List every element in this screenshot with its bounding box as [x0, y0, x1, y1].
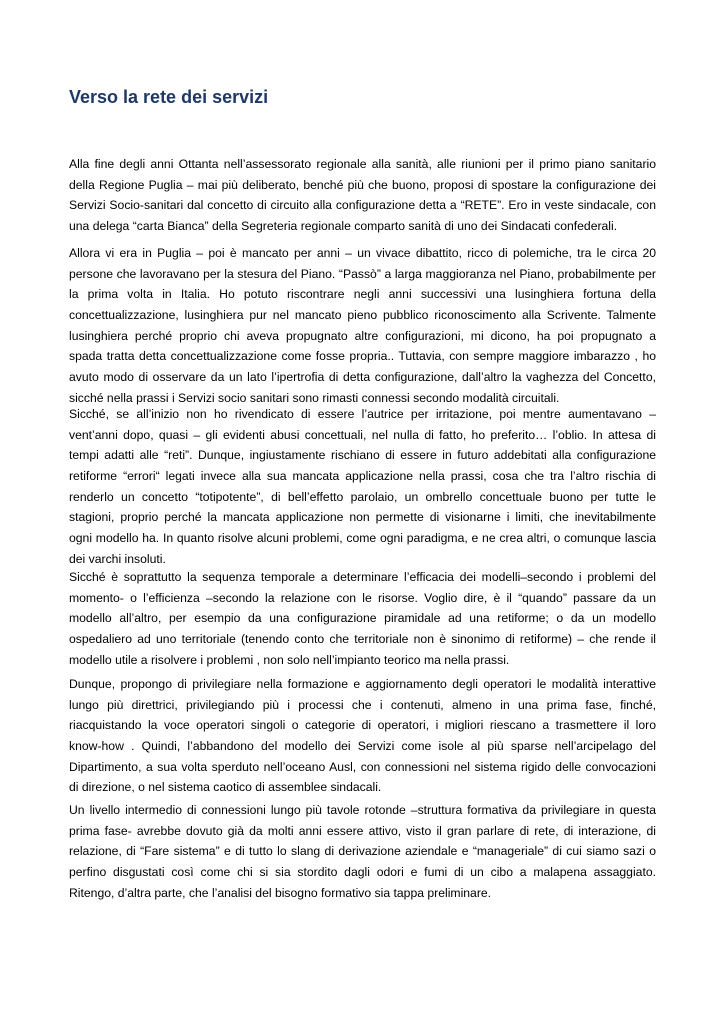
text-line: ospedaliero ad uno territoriale (tenendo conto che territoriale non è sinonimo di retiforme) – che rende il [69, 632, 656, 647]
text-line: Dunque, propongo di privilegiare nella formazione e aggiornamento degli operatori le modalità interattive [69, 677, 656, 691]
text-line: lusinghiera perché proprio chi aveva propugnato altre configurazioni, mi dicono, ha poi propugnato a [69, 328, 656, 343]
text-line: modello utile a risolvere i problemi , non solo nell’impianto teorico ma nella prassi. [69, 652, 510, 667]
text-line: Dipartimento, a sua volta sperduto nell’oceano Ausl, con connessioni nel sistema rigido delle convocazioni [69, 759, 656, 774]
text-line: Sicché è soprattutto la sequenza temporale a determinare l’efficacia dei modelli–secondo i problemi del [69, 570, 656, 584]
text-line: perfino disgustati così come chi si sia stordito dagli odori e fumi di un cibo a malapena assaggiato. [69, 865, 656, 880]
paragraph-3 [69, 404, 656, 570]
paragraph-2 [69, 243, 656, 409]
text-line: sicché nella prassi i Servizi socio sanitari sono rimasti connessi secondo modalità circuitali. [69, 390, 560, 405]
document-title: Verso la rete dei servizi [69, 87, 269, 107]
paragraph-6 [69, 800, 656, 903]
text-line: tempi adatti alle “reti”. Dunque, ingiustamente rischiano di essere in futuro addebitati alla configurazione [69, 448, 656, 463]
text-line: dei varchi insoluti. [69, 551, 166, 566]
text-line: spada tratta detta concettualizzazione come fosse propria.. Tuttavia, con sempre maggiore imbarazzo , ho [69, 349, 656, 364]
paragraph-4 [69, 567, 656, 670]
text-line: lungo più direttrici, privilegiando più i processi che i contenuti, almeno in una prima fase, finché, [69, 697, 656, 712]
text-line: Alla fine degli anni Ottanta nell’assessorato regionale alla sanità, alle riunioni per il primo piano sanitario [69, 157, 656, 171]
paragraph-5 [69, 674, 656, 798]
text-line: know-how . Quindi, l’abbandono del modello dei Servizi come isole al più sparse nell’arcipelago del [69, 739, 656, 754]
text-line: relazione, di “Fare sistema” e di tutto lo slang di derivazione aziendale e “manageriale” di cui siamo sazi o [69, 844, 656, 859]
paragraph-1 [69, 154, 656, 237]
text-line: retiforme “errori“ legati invece alla sua mancata applicazione nella prassi, cosa che tra l’altro rischia di [69, 469, 656, 484]
text-line: riacquistando la voce operatori singoli o categorie di operatori, i migliori riescano a trasmettere il loro [69, 718, 656, 733]
text-line: modello all’altro, per esempio da una configurazione piramidale ad una retiforme; o da un modello [69, 611, 656, 626]
text-line: Sicché, se all’inizio non ho rivendicato di essere l’autrice per irritazione, poi mentre aumentavano – [69, 407, 656, 421]
text-line: Un livello intermedio di connessioni lungo più tavole rotonde –struttura formativa da privilegiare in questa [69, 803, 656, 817]
text-line: momento- o l’efficienza –secondo la relazione con le risorse. Voglio dire, è il “quando” passare da un [69, 590, 656, 605]
text-line: Servizi Socio-sanitari dal concetto di circuito alla configurazione detta a “RETE”. Ero in veste sindacale, con [69, 198, 656, 213]
text-line: della Regione Puglia – mai più deliberato, benché più che buono, proposi di spostare la configurazione dei [69, 177, 656, 192]
text-line: una delega “carta Bianca” della Segreteria regionale comparto sanità di uno dei Sindacati confederali. [69, 219, 618, 234]
text-line: stagioni, proprio perché la mancata applicazione non permette di visionarne i limiti, che inevitabilmente [69, 510, 656, 525]
text-line: la prima volta in Italia. Ho potuto riscontrare negli anni successivi una lusinghiera fortuna della [69, 287, 656, 302]
text-line: di direzione, o nel sistema caotico di assemblee sindacali. [69, 780, 382, 795]
text-line: avuto modo di osservare da un lato l’ipertrofia di detta configurazione, dall’altro la vaghezza del Concetto, [69, 370, 656, 385]
text-line: renderlo un concetto “totipotente”, di bell’effetto parolaio, un ombrello concettuale buono per tutte le [69, 489, 656, 504]
text-line: prima fase- avrebbe dovuto già da molti anni essere attivo, visto il gran parlare di rete, di interazione, di [69, 823, 656, 838]
text-line: persone che lavoravano per la stesura del Piano. “Passò” a larga maggioranza nel Piano, probabilmente per [69, 266, 656, 281]
text-line: ogni modello ha. In quanto risolve alcuni problemi, come ogni paradigma, e ne crea altri, o comunque lascia [69, 531, 656, 546]
text-line: concettualizzazione, lusinghiera pur nel mancato pieno pubblico riconoscimento alla Scrivente. Talmente [69, 308, 656, 323]
text-line: vent’anni dopo, quasi – gli evidenti abusi concettuali, nel nulla di fatto, ho preferito… l’oblio. In attesa di [69, 427, 656, 442]
text-line: Allora vi era in Puglia – poi è mancato per anni – un vivace dibattito, ricco di polemiche, tra le circa 20 [69, 246, 656, 260]
text-line: Ritengo, d’altra parte, che l’analisi del bisogno formativo sia tappa preliminare. [69, 885, 492, 900]
